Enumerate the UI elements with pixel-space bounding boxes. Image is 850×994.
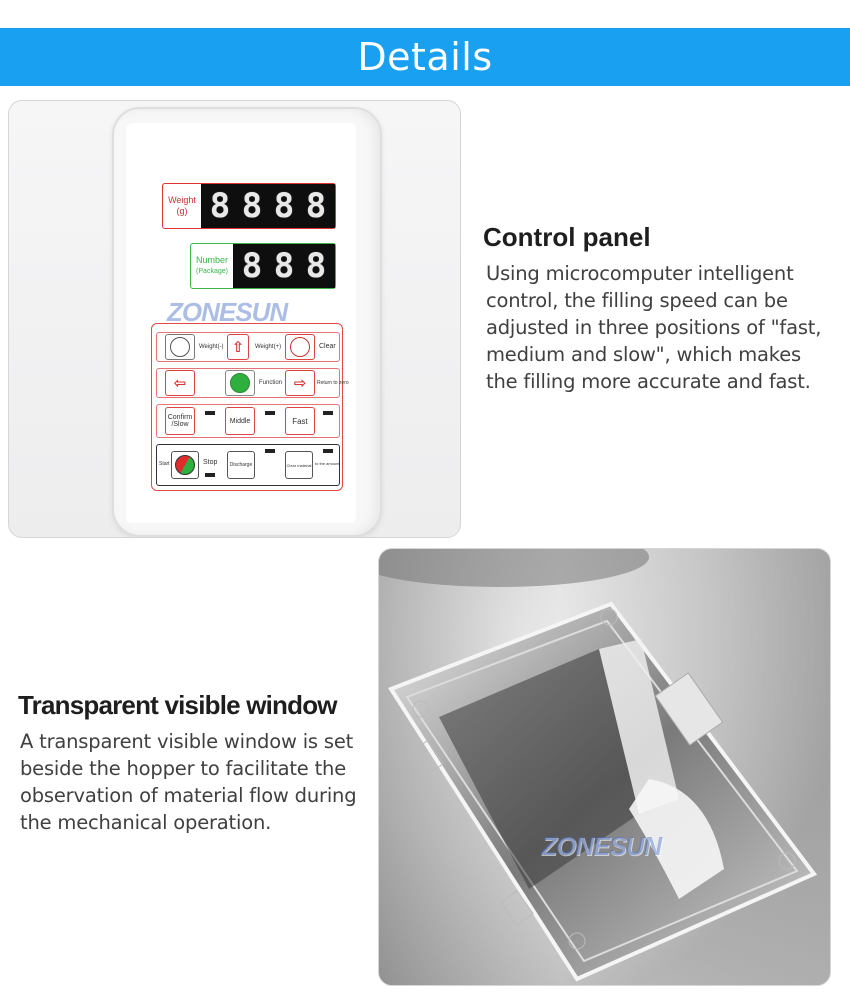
keypad — [151, 323, 349, 491]
description-line: adjusted in three positions of "fast, — [486, 316, 822, 339]
description-line: observation of material flow during — [20, 784, 357, 807]
start-button[interactable] — [171, 451, 199, 479]
fast-button[interactable]: Fast — [285, 407, 315, 435]
to-the-amount-label: to the amount — [315, 461, 340, 466]
circle-icon — [290, 337, 310, 357]
details-banner — [0, 28, 850, 86]
function-button[interactable] — [225, 370, 255, 396]
left-arrow-button[interactable] — [165, 370, 195, 396]
description-line: the filling more accurate and fast. — [486, 370, 811, 393]
weight-label: Weight — [168, 195, 196, 205]
return-to-zero-label: Return to zero — [317, 380, 349, 386]
control-panel-photo — [8, 100, 461, 538]
clear-button[interactable] — [285, 334, 315, 360]
led-indicator — [265, 411, 275, 415]
clear-material-button[interactable]: Clear material — [285, 451, 313, 479]
arrow-left-icon: ⇦ — [173, 373, 187, 392]
weight-minus-button[interactable] — [165, 334, 195, 360]
right-arrow-button[interactable] — [285, 370, 315, 396]
description-line: A transparent visible window is set — [20, 730, 354, 753]
arrow-up-icon: ⇧ — [231, 337, 245, 356]
green-circle-icon — [230, 373, 250, 393]
watermark: ZONESUN — [541, 831, 662, 861]
weight-digit: 8 — [241, 186, 263, 226]
control-panel-heading: Control panel — [483, 222, 651, 252]
function-label: Function — [259, 380, 283, 386]
led-indicator — [205, 473, 215, 477]
number-display — [190, 243, 336, 289]
weight-plus-label: Weight(+) — [255, 344, 282, 350]
transparent-window-photo — [378, 548, 831, 986]
number-digit: 8 — [241, 246, 263, 286]
control-panel-description — [486, 260, 826, 395]
stop-label: Stop — [203, 459, 218, 466]
number-digit: 8 — [305, 246, 327, 286]
led-indicator — [323, 411, 333, 415]
weight-digit: 8 — [305, 186, 327, 226]
description-line: medium and slow", which makes — [486, 343, 801, 366]
keypad-row — [156, 404, 340, 438]
keypad-row — [156, 444, 340, 486]
weight-digit: 8 — [273, 186, 295, 226]
keypad-row — [156, 332, 340, 362]
led-indicator — [323, 449, 333, 453]
hopper-window-illustration — [379, 549, 831, 986]
start-label: Start — [159, 461, 170, 467]
keypad-row — [156, 368, 349, 398]
led-indicator — [205, 411, 215, 415]
weight-digit: 8 — [209, 186, 231, 226]
number-label: Number — [195, 255, 228, 265]
start-circle-icon — [175, 455, 195, 475]
description-line: control, the filling speed can be — [486, 289, 788, 312]
weight-minus-label: Weight(-) — [199, 344, 224, 350]
circle-icon — [170, 337, 190, 357]
led-indicator — [265, 449, 275, 453]
description-line: Using microcomputer intelligent — [486, 262, 794, 285]
watermark: ZONESUN — [167, 297, 288, 327]
weight-screen — [201, 184, 335, 228]
confirm-slow-button[interactable]: Confirm /Slow — [165, 407, 195, 435]
discharge-button[interactable]: Discharge — [227, 451, 255, 479]
weight-plus-button[interactable] — [227, 334, 249, 360]
number-unit: (Package) — [196, 268, 228, 275]
middle-button[interactable]: Middle — [225, 407, 255, 435]
window-description — [20, 728, 360, 836]
description-line: beside the hopper to facilitate the — [20, 757, 346, 780]
banner-title: Details — [357, 35, 493, 79]
clear-label: Clear — [319, 343, 336, 350]
window-heading: Transparent visible window — [18, 690, 337, 720]
description-line: the mechanical operation. — [20, 811, 272, 834]
weight-display — [162, 183, 336, 229]
number-screen — [233, 244, 335, 288]
weight-unit: (g) — [176, 206, 188, 216]
number-digit: 8 — [273, 246, 295, 286]
arrow-right-icon: ⇨ — [293, 373, 307, 392]
